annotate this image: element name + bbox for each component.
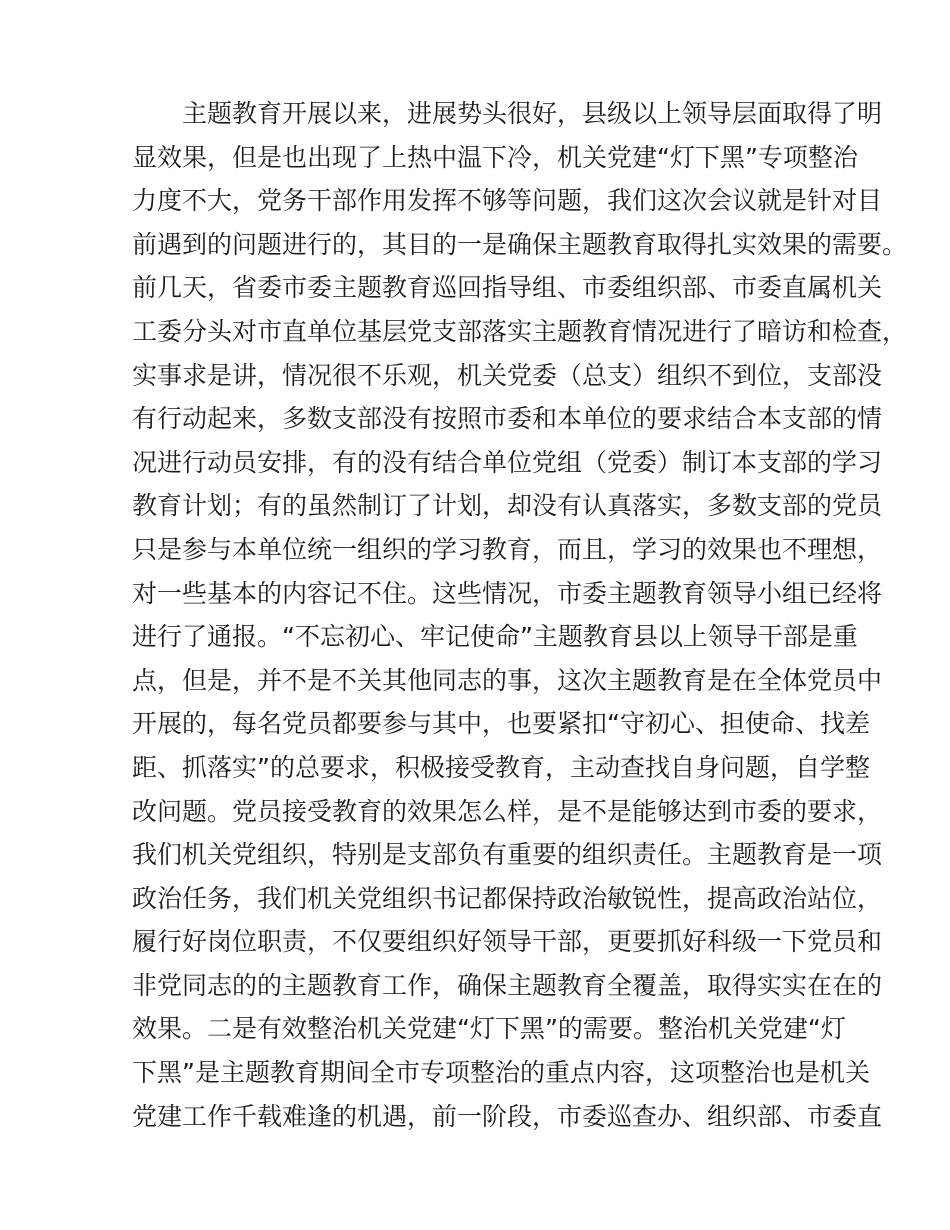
paragraph-line: 下黑”是主题教育期间全市专项整治的重点内容，这项整治也是机关 [132, 1058, 870, 1088]
paragraph-line: 前遇到的问题进行的，其目的一是确保主题教育取得扎实效果的需要。 [132, 229, 908, 259]
paragraph-line: 开展的，每名党员都要参与其中，也要紧扣“守初心、担使命、找差 [132, 709, 870, 739]
body-paragraph [132, 92, 908, 1138]
paragraph-line: 党建工作千载难逢的机遇，前一阶段，市委巡查办、组织部、市委直 [132, 1101, 883, 1131]
paragraph-line: 进行了通报。“不忘初心、牢记使命”主题教育县以上领导干部是重 [132, 622, 858, 652]
paragraph-line: 只是参与本单位统一组织的学习教育，而且，学习的效果也不理想， [132, 534, 883, 564]
paragraph-line: 前几天，省委市委主题教育巡回指导组、市委组织部、市委直属机关 [132, 273, 883, 303]
paragraph-line: 实事求是讲，情况很不乐观，机关党委（总支）组织不到位，支部没 [132, 360, 883, 390]
paragraph-line: 非党同志的的主题教育工作，确保主题教育全覆盖，取得实实在在的 [132, 970, 883, 1000]
paragraph-line: 政治任务，我们机关党组织书记都保持政治敏锐性，提高政治站位， [132, 883, 883, 913]
paragraph-line: 有行动起来，多数支部没有按照市委和本单位的要求结合本支部的情 [132, 404, 883, 434]
paragraph-line: 我们机关党组织，特别是支部负有重要的组织责任。主题教育是一项 [132, 840, 883, 870]
paragraph-line: 主题教育开展以来，进展势头很好，县级以上领导层面取得了明 [182, 99, 883, 128]
paragraph-line: 履行好岗位职责，不仅要组织好领导干部，更要抓好科级一下党员和 [132, 927, 883, 957]
paragraph-line: 教育计划；有的虽然制订了计划，却没有认真落实，多数支部的党员 [132, 491, 883, 521]
paragraph-line: 况进行动员安排，有的没有结合单位党组（党委）制订本支部的学习 [132, 447, 883, 477]
paragraph-line: 点，但是，并不是不关其他同志的事，这次主题教育是在全体党员中 [132, 665, 883, 695]
paragraph-line: 对一些基本的内容记不住。这些情况，市委主题教育领导小组已经将 [132, 578, 883, 608]
paragraph-line: 显效果，但是也出现了上热中温下冷，机关党建“灯下黑”专项整治 [132, 142, 858, 172]
paragraph-line: 改问题。党员接受教育的效果怎么样，是不是能够达到市委的要求， [132, 796, 883, 826]
paragraph-line: 距、抓落实”的总要求，积极接受教育，主动查找自身问题，自学整 [132, 752, 870, 782]
paragraph-line: 力度不大，党务干部作用发挥不够等问题，我们这次会议就是针对目 [132, 186, 883, 216]
paragraph-line: 工委分头对市直单位基层党支部落实主题教育情况进行了暗访和检查， [132, 316, 908, 346]
paragraph-line: 效果。二是有效整治机关党建“灯下黑”的需要。整治机关党建“灯 [132, 1014, 846, 1044]
